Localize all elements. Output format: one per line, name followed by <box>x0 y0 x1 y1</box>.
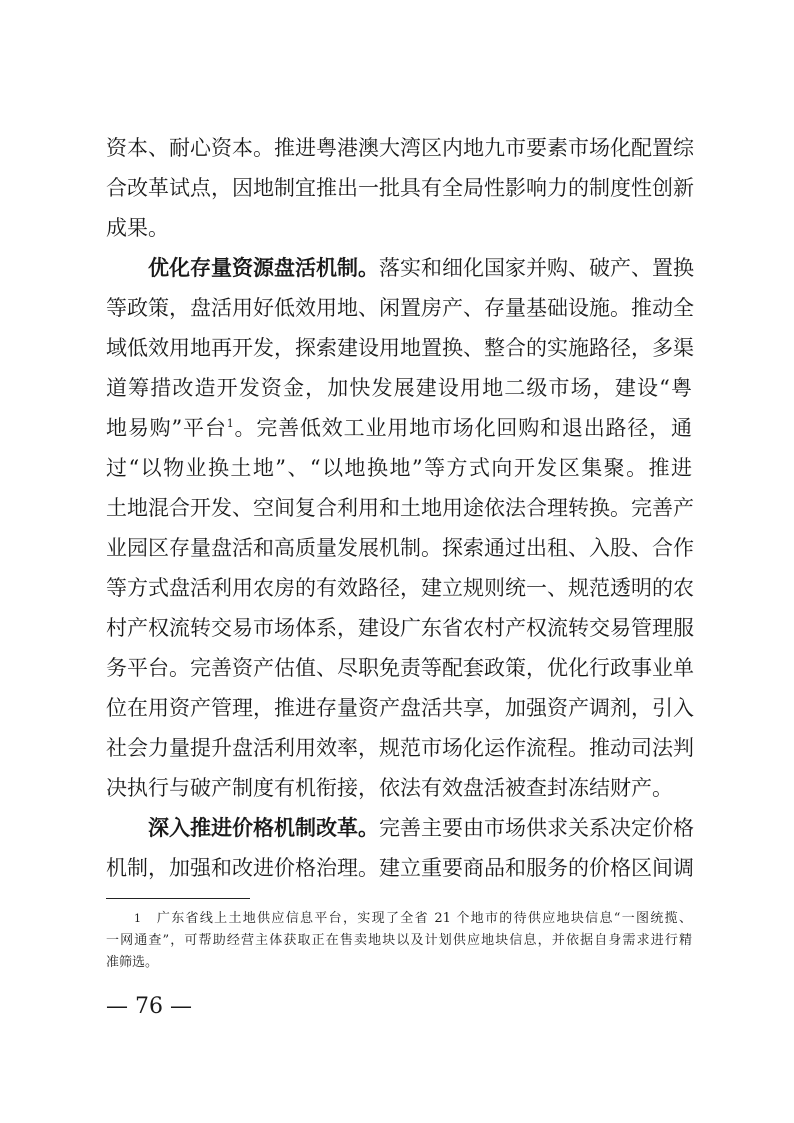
body-line: 社会力量提升盘活利用效率，规范市场化运作流程。推动司法判 <box>106 736 694 760</box>
body-text <box>106 128 692 888</box>
body-line: 等政策，盘活用好低效用地、闲置房产、存量基础设施。推动全 <box>106 296 694 320</box>
page-number: — 76 — <box>106 994 192 1019</box>
body-line: 过“以物业换土地”、“以地换地”等方式向开发区集聚。推进 <box>106 456 692 480</box>
paragraph-heading-line <box>106 808 692 848</box>
body-line: 机制，加强和改进价格治理。建立重要商品和服务的价格区间调 <box>106 856 694 880</box>
footnote-divider <box>106 898 250 899</box>
body-line: 道筹措改造开发资金，加快发展建设用地二级市场，建设“粤 <box>106 376 692 400</box>
footnote-number: 1 <box>134 912 141 925</box>
body-text-span: 落实和细化国家并购、破产、置换 <box>379 256 694 280</box>
body-line-with-footnote <box>106 408 692 448</box>
body-line: 等方式盘活利用农房的有效路径，建立规则统一、规范透明的农 <box>106 576 694 600</box>
body-line: 成果。 <box>106 216 169 240</box>
body-line: 位在用资产管理，推进存量资产盘活共享，加强资产调剂，引入 <box>106 696 694 720</box>
body-line: 决执行与破产制度有机衔接，依法有效盘活被查封冻结财产。 <box>106 776 673 800</box>
footnote-line: 一网通查”，可帮助经营主体获取正在售卖地块以及计划供应地块信息，并依据自身需求进行精 <box>106 933 692 948</box>
body-line: 域低效用地再开发，探索建设用地置换、整合的实施路径，多渠 <box>106 336 694 360</box>
body-line: 资本、耐心资本。推进粤港澳大湾区内地九市要素市场化配置综 <box>106 136 694 160</box>
body-text-span: 完善主要由市场供求关系决定价格 <box>379 816 694 840</box>
footnote-line: 准筛选。 <box>106 955 159 970</box>
paragraph-heading-line <box>106 248 692 288</box>
body-line: 务平台。完善资产估值、尽职免责等配套政策，优化行政事业单 <box>106 656 694 680</box>
body-line: 土地混合开发、空间复合利用和土地用途依法合理转换。完善产 <box>106 496 694 520</box>
body-line: 合改革试点，因地制宜推出一批具有全局性影响力的制度性创新 <box>106 176 694 200</box>
body-line: 村产权流转交易市场体系，建设广东省农村产权流转交易管理服 <box>106 616 694 640</box>
footnote-line <box>106 908 692 930</box>
body-line: 业园区存量盘活和高质量发展机制。探索通过出租、入股、合作 <box>106 536 694 560</box>
section-heading-stock-assets: 优化存量资源盘活机制。 <box>148 256 379 280</box>
body-text-span: 。完善低效工业用地市场化回购和退出路径，通 <box>233 416 692 440</box>
section-heading-price-mechanism: 深入推进价格机制改革。 <box>148 816 379 840</box>
footnote-reference[interactable]: 1 <box>226 417 234 430</box>
footnote-text: 广东省线上土地供应信息平台，实现了全省 21 个地市的待供应地块信息“一图统揽、 <box>156 911 692 926</box>
footnote <box>106 908 692 974</box>
body-text-span: 地易购”平台 <box>106 416 227 440</box>
